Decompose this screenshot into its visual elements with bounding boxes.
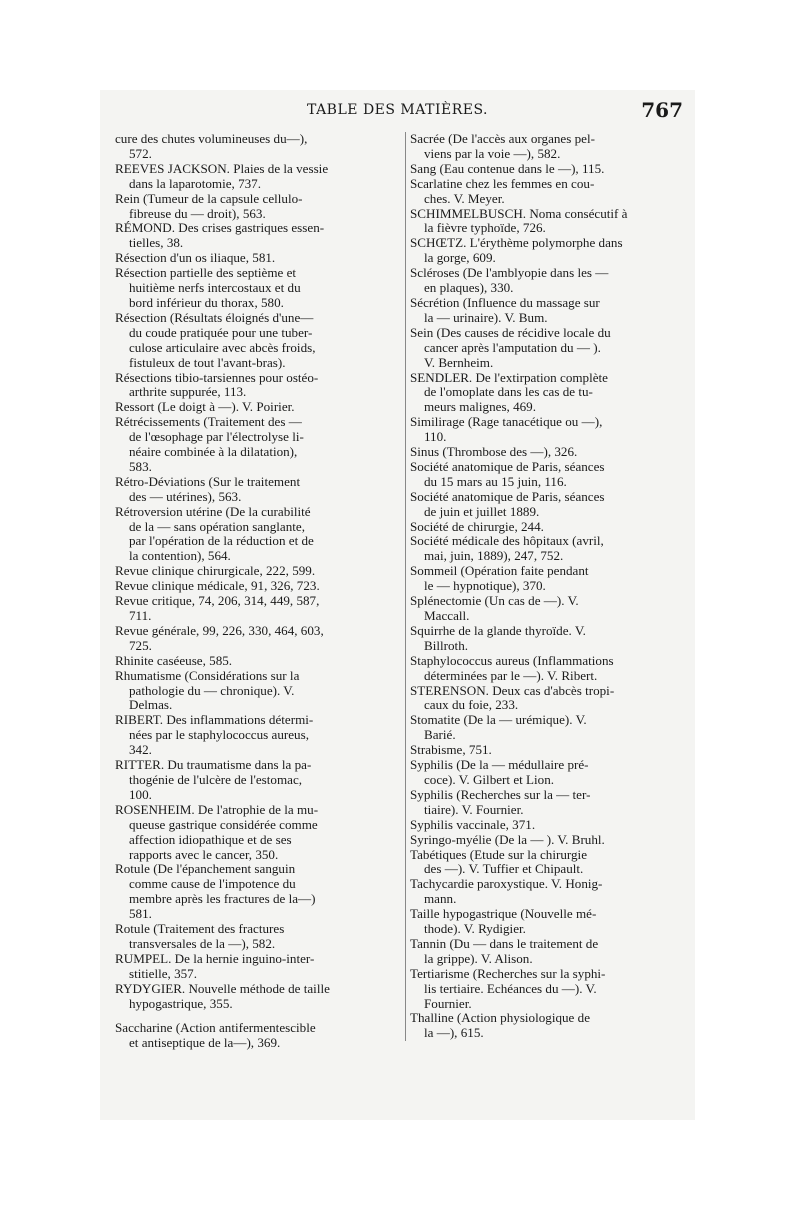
index-entry: Sein (Des causes de récidive locale du cancer après l'amputation du — ). V. Bernheim. [410,324,611,370]
left-column [115,132,400,1051]
index-entry: Syphilis (De la — médullaire pré- coce). V. Gilbert et Lion. [410,757,589,787]
index-entry: Sécrétion (Influence du massage sur la — urinaire). V. Bum. [410,294,600,325]
index-entry: Sinus (Thrombose des —), 326. [410,444,578,460]
index-entry: Syphilis (Recherches sur la — ter- tiaire). V. Fournier. [410,786,591,817]
index-entry: Revue clinique médicale, 91, 326, 723. [115,578,320,594]
index-entry: Rhinite caséeuse, 585. [115,652,233,668]
running-title: TABLE DES MATIÈRES. [307,102,488,118]
index-entry: Tabétiques (Etude sur la chirurgie des —). V. Tuffier et Chipault. [410,846,588,877]
index-entry: Squirrhe de la glande thyroïde. V. Billroth. [410,622,586,653]
index-entry: RITTER. Du traumatisme dans la pa- thogénie de l'ulcère de l'estomac, 100. [115,757,312,802]
index-entry: Thalline (Action physiologique de la —), 615. [410,1010,591,1041]
index-entry: Rétro-Déviations (Sur le traitement des — utérines), 563. [115,473,301,504]
index-entry: RIBERT. Des inflammations détermi- nées par le staphylococcus aureus, 342. [115,712,314,758]
index-entry: Rein (Tumeur de la capsule cellulo- fibreuse du — droit), 563. [115,190,303,221]
index-entry: Rétrécissements (Traitement des — de l'œsophage par l'électrolyse li- néaire combinée à la dilatation), 583. [115,414,304,474]
page-number: 767 [641,98,683,122]
index-entry: Strabisme, 751. [410,742,492,758]
index-entry: Similirage (Rage tanacétique ou —), 110. [410,414,603,445]
index-entry: Société anatomique de Paris, séances du 15 mars au 15 juin, 116. [410,458,605,489]
index-entry: Revue générale, 99, 226, 330, 464, 603, 725. [115,622,324,653]
index-entry: Revue clinique chirurgicale, 222, 599. [115,563,316,579]
index-entry: Tannin (Du — dans le traitement de la grippe). V. Alison. [410,935,599,966]
index-entry: Scléroses (De l'amblyopie dans les — en plaques), 330. [410,265,609,296]
index-entry: Rotule (Traitement des fractures transversales de la —), 582. [115,921,285,951]
index-entry: Tachycardie paroxystique. V. Honig- mann. [410,876,603,907]
index-entry: REEVES JACKSON. Plaies de la vessie dans la laparotomie, 737. [115,160,329,191]
index-entry: RUMPEL. De la hernie inguino-inter- stitielle, 357. [115,950,315,981]
index-entry: RYDYGIER. Nouvelle méthode de taille hypogastrique, 355. [115,980,330,1011]
index-entry: Stomatite (De la — urémique). V. Barié. [410,712,587,743]
index-entry: Rhumatisme (Considérations sur la pathologie du — chronique). V. Delmas. [115,667,300,713]
index-entry: SCHŒTZ. L'érythème polymorphe dans la gorge, 609. [410,235,623,266]
index-entry: Société anatomique de Paris, séances de juin et juillet 1889. [410,488,605,519]
index-entry: RÉMOND. Des crises gastriques essen- tielles, 38. [115,220,325,251]
index-entry: Rotule (De l'épanchement sanguin comme cause de l'impotence du membre après les fractures de la—) 581. [115,861,316,922]
index-entry: Splénectomie (Un cas de —). V. Maccall. [410,593,579,623]
index-entry: Rétroversion utérine (De la curabilité de la — sans opération sanglante, par l'opération de la réduction et de la contention), 564. [115,503,314,564]
index-entry: SENDLER. De l'extirpation complète de l'omoplate dans les cas de tu- meurs malignes, 469. [410,369,608,415]
index-entry: Résection partielle des septième et huitième nerfs intercostaux et du bord inférieur du thorax, 580. [115,265,301,310]
index-entry: Sommeil (Opération faite pendant le — hypnotique), 370. [410,563,589,594]
index-entry: Taille hypogastrique (Nouvelle mé- thode). V. Rydigier. [410,906,597,937]
right-column [405,132,694,1041]
index-entry: STERENSON. Deux cas d'abcès tropi- caux du foie, 233. [410,682,615,713]
index-entry: SCHIMMELBUSCH. Noma consécutif à la fièvre typhoïde, 726. [410,205,628,236]
page-header [100,100,695,124]
index-entry: cure des chutes volumineuses du—), 572. [115,131,308,161]
index-entry: Société de chirurgie, 244. [410,518,544,534]
index-entry: Résections tibio-tarsiennes pour ostéo- arthrite suppurée, 113. [115,369,319,400]
index-entry: Tertiarisme (Recherches sur la syphi- lis tertiaire. Echéances du —). V. Fournier. [410,965,606,1011]
index-page [100,90,695,1120]
index-entry: Sacrée (De l'accès aux organes pel- viens par la voie —), 582. [410,131,595,161]
index-entry: Ressort (Le doigt à —). V. Poirier. [115,399,295,415]
index-entry: Sang (Eau contenue dans le —), 115. [410,160,605,176]
index-entry: Staphylococcus aureus (Inflammations déterminées par le —). V. Ribert. [410,652,614,683]
index-entry: Résection d'un os iliaque, 581. [115,250,276,266]
index-entry: ROSENHEIM. De l'atrophie de la mu- queuse gastrique considérée comme affection idiopathique et de ses rapports avec le cancer, 350. [115,801,319,862]
index-entry: Résection (Résultats éloignés d'une— du coude pratiquée pour une tuber- culose articulaire avec abcès froids, fistuleux de tout l'avant-bras). [115,309,316,370]
index-entry: Syringo-myélie (De la — ). V. Bruhl. [410,831,605,847]
index-entry: Scarlatine chez les femmes en cou- ches. V. Meyer. [410,175,595,206]
index-entry: Société médicale des hôpitaux (avril, mai, juin, 1889), 247, 752. [410,533,604,564]
index-entry: Saccharine (Action antifermentescible et antiseptique de la—), 369. [115,1020,316,1051]
index-entry: Revue critique, 74, 206, 314, 449, 587, 711. [115,593,320,623]
index-entry: Syphilis vaccinale, 371. [410,816,536,832]
